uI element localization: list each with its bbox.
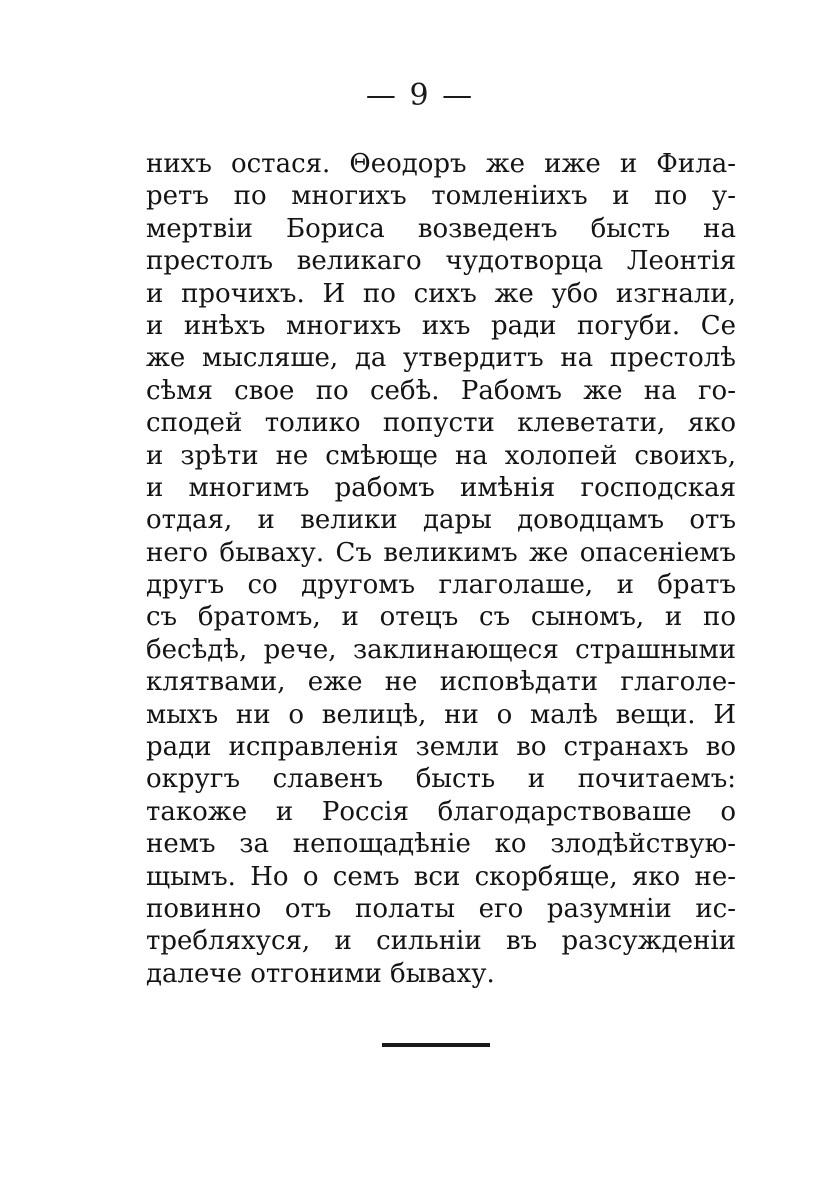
text-line: сѣмя свое по себѣ. Рабомъ же на го- — [146, 375, 736, 406]
text-line: клятвами, еже не исповѣдати глаголе- — [146, 667, 736, 698]
text-line: мыхъ ни о велицѣ, ни о малѣ вещи. И — [146, 699, 736, 730]
text-line: и многимъ рабомъ имѣнія господская — [146, 472, 736, 503]
text-line: него бываху. Съ великимъ же опасеніемъ — [146, 537, 736, 568]
text-line: и прочихъ. И по сихъ же убо изгнали, — [146, 278, 736, 309]
page-number: — 9 — — [365, 78, 475, 113]
text-line: отдая, и велики дары доводцамъ отъ — [146, 505, 736, 536]
text-line: ради исправленія земли во странахъ во — [146, 732, 736, 763]
end-rule-divider — [382, 1043, 490, 1047]
text-line: же мысляше, да утвердитъ на престолѣ — [146, 343, 736, 374]
text-line: немъ за непощадѣніе ко злодѣйствую- — [146, 829, 736, 860]
text-line: щымъ. Но о семъ вси скорбяще, яко не- — [146, 861, 736, 892]
text-line: нихъ остася. Θеодоръ же иже и Фила- — [146, 149, 736, 179]
text-line: престолъ великаго чудотворца Леонтія — [146, 246, 736, 277]
text-line: другъ со другомъ глаголаше, и братъ — [146, 570, 736, 601]
text-line: бесѣдѣ, рече, заклинающеся страшными — [146, 634, 736, 665]
text-line: и зрѣти не смѣюще на холопей своихъ, — [146, 440, 736, 471]
text-line: такоже и Россія благодарствоваше о — [146, 796, 736, 827]
text-line: мертвіи Бориса возведенъ бысть на — [146, 213, 736, 244]
text-line: требляхуся, и сильніи въ разсужденіи — [146, 926, 736, 957]
text-line: округъ славенъ бысть и почитаемъ: — [146, 764, 736, 795]
body-text — [146, 148, 736, 990]
text-line: повинно отъ полаты его разумніи ис- — [146, 893, 736, 924]
text-line: сподей толико попусти клеветати, яко — [146, 408, 736, 439]
text-line: ретъ по многихъ томленіихъ и по у- — [146, 181, 736, 212]
text-line: и инѣхъ многихъ ихъ ради погуби. Се — [146, 310, 736, 341]
text-line: съ братомъ, и отецъ съ сыномъ, и по — [146, 602, 736, 633]
text-line: далече отгоними бываху. — [146, 958, 495, 989]
